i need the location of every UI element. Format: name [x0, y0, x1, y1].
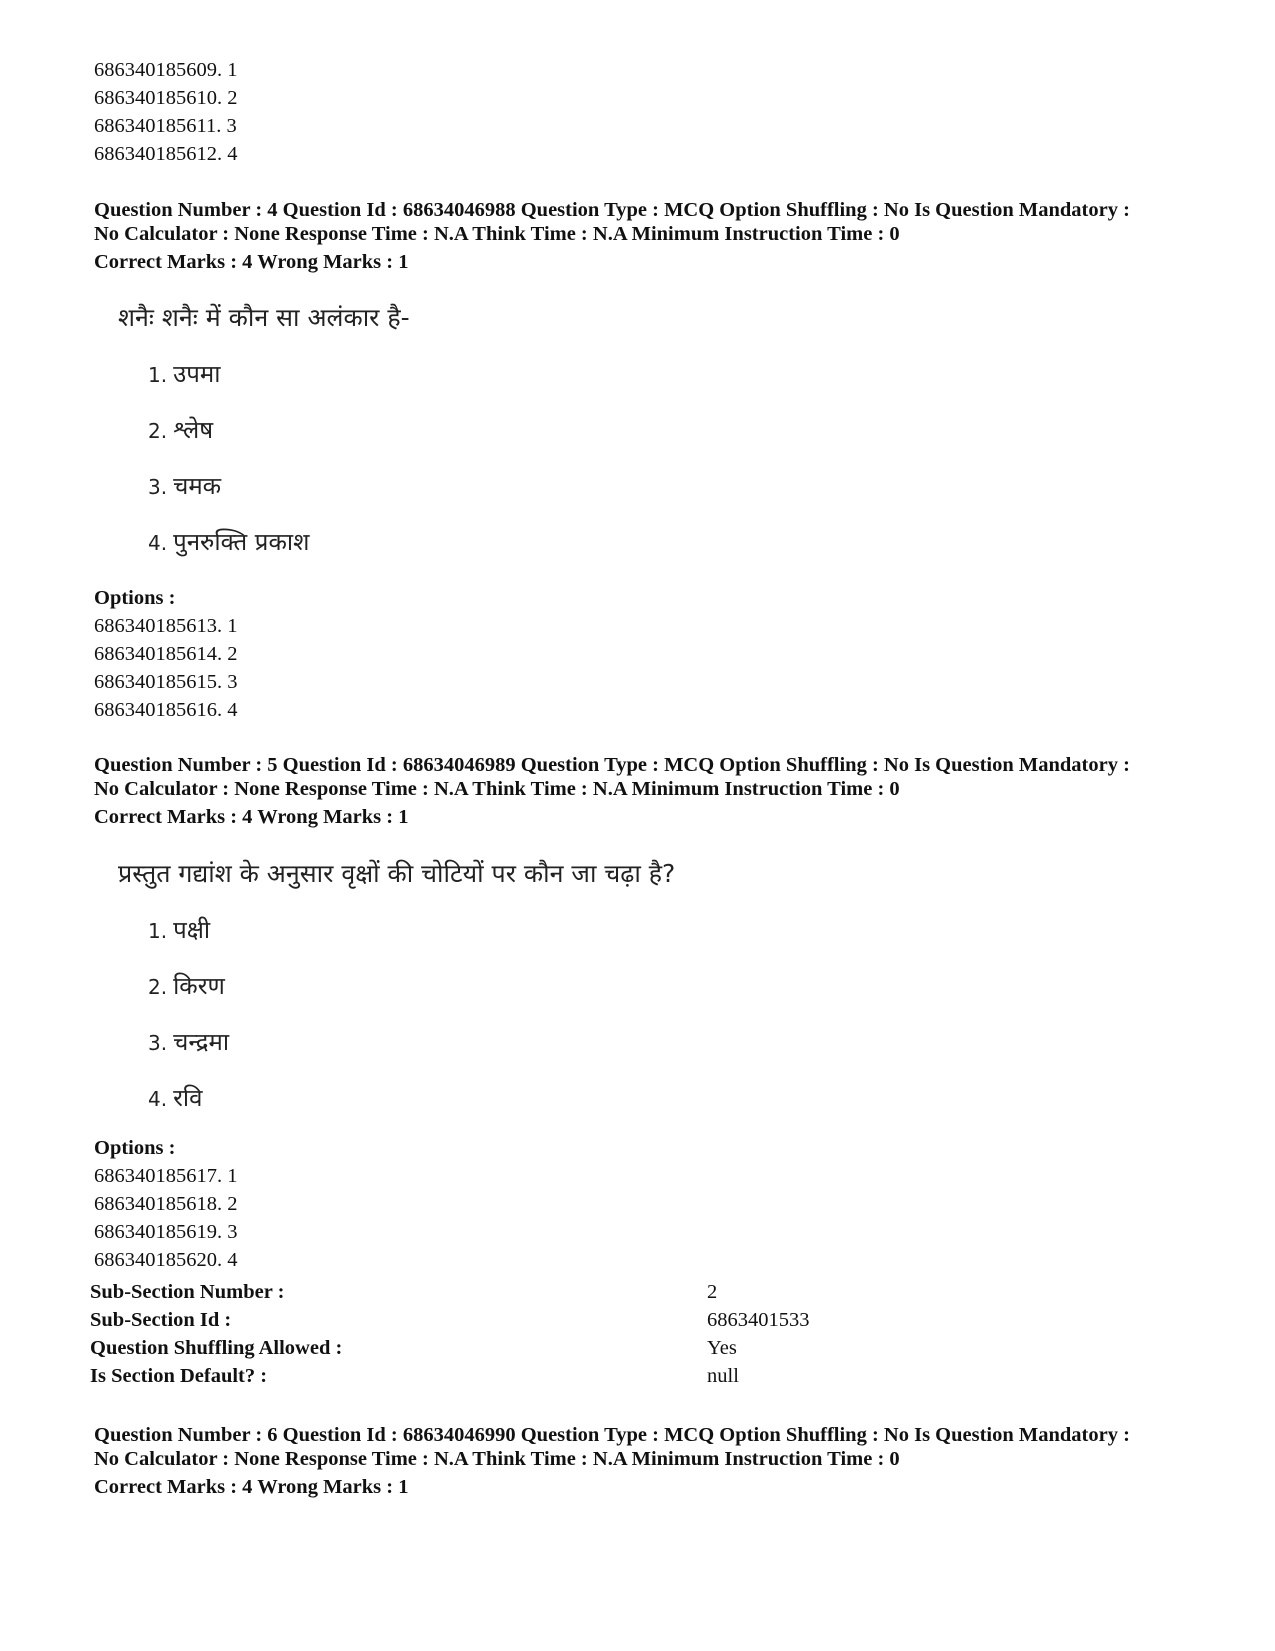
question-marks: Correct Marks : 4 Wrong Marks : 1 [94, 806, 409, 828]
options-label: Options : [94, 1137, 176, 1159]
choice-number: 4. [148, 1087, 168, 1111]
question-meta-line: No Calculator : None Response Time : N.A Think Time : N.A Minimum Instruction Time : 0 [94, 778, 900, 800]
choice-text: किरण [173, 972, 225, 1000]
choice-text: उपमा [173, 360, 221, 388]
subsection-label: Question Shuffling Allowed : [90, 1337, 343, 1359]
options-label: Options : [94, 587, 176, 609]
choice-text: चमक [173, 472, 222, 500]
option-id-line: 686340185610. 2 [94, 87, 238, 109]
question-marks: Correct Marks : 4 Wrong Marks : 1 [94, 251, 409, 273]
subsection-label: Sub-Section Id : [90, 1309, 232, 1331]
question-5-choice-3 [148, 1026, 229, 1059]
question-5-choice-2 [148, 970, 225, 1003]
option-id-line: 686340185611. 3 [94, 115, 237, 137]
question-meta-line: No Calculator : None Response Time : N.A Think Time : N.A Minimum Instruction Time : 0 [94, 1448, 900, 1470]
question-5-choice-4 [148, 1082, 202, 1115]
question-marks: Correct Marks : 4 Wrong Marks : 1 [94, 1476, 409, 1498]
question-4-text: शनैः शनैः में कौन सा अलंकार है- [118, 303, 410, 332]
option-id-line: 686340185609. 1 [94, 59, 238, 81]
subsection-value: null [707, 1365, 739, 1387]
question-5-choice-1 [148, 914, 210, 947]
choice-text: पक्षी [173, 916, 211, 944]
option-id-line: 686340185619. 3 [94, 1221, 238, 1243]
question-4-metadata [94, 198, 1214, 274]
choice-number: 2. [148, 975, 168, 999]
question-5-metadata [94, 753, 1214, 829]
option-id-line: 686340185618. 2 [94, 1193, 238, 1215]
choice-number: 2. [148, 419, 168, 443]
subsection-label: Is Section Default? : [90, 1365, 268, 1387]
choice-text: चन्द्रमा [173, 1028, 230, 1056]
question-4-choice-2 [148, 414, 213, 447]
question-meta-line: Question Number : 6 Question Id : 68634046990 Question Type : MCQ Option Shuffling : No Is Question Mandatory : [94, 1424, 1130, 1446]
question-meta-line: Question Number : 4 Question Id : 68634046988 Question Type : MCQ Option Shuffling : No Is Question Mandatory : [94, 199, 1130, 221]
question-4-choice-1 [148, 358, 220, 391]
option-id-line: 686340185615. 3 [94, 671, 238, 693]
option-id-line: 686340185614. 2 [94, 643, 238, 665]
option-id-line: 686340185613. 1 [94, 615, 238, 637]
subsection-label: Sub-Section Number : [90, 1281, 285, 1303]
question-meta-line: No Calculator : None Response Time : N.A Think Time : N.A Minimum Instruction Time : 0 [94, 223, 900, 245]
subsection-value: Yes [707, 1337, 737, 1359]
question-4-choice-4 [148, 526, 309, 559]
subsection-value: 6863401533 [707, 1309, 810, 1331]
question-6-metadata [94, 1423, 1214, 1499]
question-5-text: प्रस्तुत गद्यांश के अनुसार वृक्षों की चोटियों पर कौन जा चढ़ा है? [118, 859, 676, 888]
choice-text: रवि [173, 1084, 203, 1112]
subsection-value: 2 [707, 1281, 718, 1303]
question-4-choice-3 [148, 470, 221, 503]
option-id-line: 686340185617. 1 [94, 1165, 238, 1187]
choice-text: श्लेष [173, 416, 214, 444]
choice-number: 1. [148, 919, 168, 943]
choice-text: पुनरुक्ति प्रकाश [173, 528, 310, 556]
choice-number: 1. [148, 363, 168, 387]
choice-number: 3. [148, 475, 168, 499]
option-id-line: 686340185620. 4 [94, 1249, 238, 1271]
option-id-line: 686340185612. 4 [94, 143, 238, 165]
choice-number: 4. [148, 531, 168, 555]
question-meta-line: Question Number : 5 Question Id : 68634046989 Question Type : MCQ Option Shuffling : No Is Question Mandatory : [94, 754, 1130, 776]
option-id-line: 686340185616. 4 [94, 699, 238, 721]
choice-number: 3. [148, 1031, 168, 1055]
